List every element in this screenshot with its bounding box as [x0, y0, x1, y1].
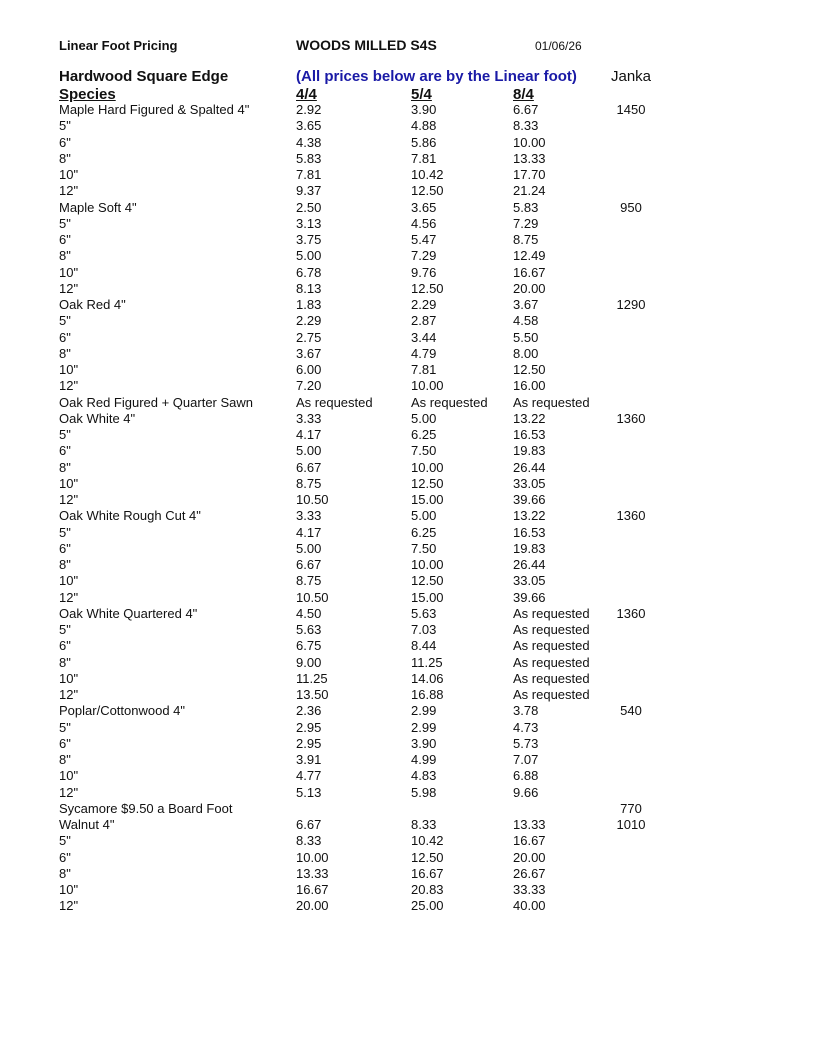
row-label: 6" — [59, 134, 71, 150]
table-row — [0, 508, 817, 524]
price-8-4: 7.29 — [513, 215, 539, 231]
price-8-4: 39.66 — [513, 589, 546, 605]
price-5-4: 5.00 — [411, 508, 437, 524]
price-4-4: 2.50 — [296, 199, 322, 215]
section-title: Hardwood Square Edge — [59, 68, 229, 85]
price-5-4: 15.00 — [411, 492, 444, 507]
price-8-4: As requested — [513, 622, 590, 637]
price-5-4: 8.44 — [411, 638, 437, 654]
table-row — [0, 817, 817, 833]
row-label: Poplar/Cottonwood 4" — [59, 703, 186, 719]
price-4-4: 5.63 — [296, 622, 322, 637]
table-row — [0, 850, 817, 866]
row-label: 6" — [59, 232, 71, 247]
price-4-4: 3.67 — [296, 345, 322, 361]
table-row — [0, 866, 817, 882]
table-row — [0, 330, 817, 346]
row-label: 6" — [59, 638, 71, 654]
price-8-4: 9.66 — [513, 784, 539, 800]
price-5-4: 14.06 — [411, 670, 444, 686]
price-4-4: 6.00 — [296, 362, 322, 377]
table-row — [0, 720, 817, 736]
price-8-4: 3.67 — [513, 297, 539, 312]
price-5-4: 4.99 — [411, 752, 437, 767]
row-label: 6" — [59, 443, 71, 459]
row-label: Maple Hard Figured & Spalted 4" — [59, 102, 250, 117]
janka-value: 770 — [620, 800, 642, 816]
row-label: 12" — [59, 589, 79, 605]
row-label: 8" — [59, 654, 71, 670]
price-5-4: 9.76 — [411, 264, 437, 280]
price-4-4: 11.25 — [296, 670, 328, 686]
price-4-4: 5.00 — [296, 540, 322, 556]
price-4-4: 4.50 — [296, 605, 322, 621]
row-label: 8" — [59, 557, 71, 572]
price-8-4: 5.83 — [513, 199, 539, 215]
price-4-4: 2.29 — [296, 313, 322, 329]
row-label: 5" — [59, 719, 71, 735]
thickness-5-4-header: 5/4 — [411, 86, 432, 103]
price-8-4: 7.07 — [513, 752, 539, 767]
table-row — [0, 313, 817, 329]
row-label: Oak White 4" — [59, 410, 136, 426]
price-4-4: 4.17 — [296, 427, 322, 442]
price-5-4: 20.83 — [411, 882, 444, 897]
price-5-4: 15.00 — [411, 589, 444, 605]
table-row — [0, 703, 817, 719]
janka-value: 1360 — [616, 605, 646, 621]
species-column-header: Species — [59, 86, 116, 103]
price-4-4: 4.17 — [296, 524, 322, 540]
table-row — [0, 801, 817, 817]
price-5-4: 2.99 — [411, 703, 437, 719]
row-label: 5" — [59, 427, 71, 442]
price-8-4: 12.49 — [513, 248, 546, 264]
table-row — [0, 655, 817, 671]
table-row — [0, 768, 817, 784]
price-4-4: 10.00 — [296, 849, 329, 865]
price-5-4: As requested — [411, 394, 488, 410]
row-label: 10" — [59, 882, 79, 897]
price-8-4: 8.75 — [513, 232, 539, 247]
price-4-4: 9.00 — [296, 654, 322, 670]
price-4-4: 2.95 — [296, 719, 322, 735]
price-5-4: 10.00 — [411, 459, 444, 475]
table-row — [0, 362, 817, 378]
price-4-4: 2.92 — [296, 102, 322, 117]
table-row — [0, 573, 817, 589]
table-row — [0, 752, 817, 768]
price-4-4: 6.67 — [296, 557, 322, 572]
price-5-4: 5.47 — [411, 232, 437, 247]
price-5-4: 2.99 — [411, 719, 437, 735]
table-row — [0, 492, 817, 508]
price-8-4: 20.00 — [513, 280, 546, 296]
price-4-4: 8.13 — [296, 280, 322, 296]
table-row — [0, 606, 817, 622]
table-row — [0, 281, 817, 297]
price-5-4: 7.81 — [411, 150, 437, 166]
price-4-4: 10.50 — [296, 492, 329, 507]
pricing-note: (All prices below are by the Linear foot) — [296, 68, 577, 85]
price-8-4: 6.67 — [513, 102, 539, 117]
row-label: 8" — [59, 150, 71, 166]
price-4-4: 8.33 — [296, 833, 322, 849]
row-label: 6" — [59, 849, 71, 865]
price-8-4: 21.24 — [513, 183, 546, 199]
row-label: 10" — [59, 768, 79, 784]
price-5-4: 8.33 — [411, 817, 437, 832]
price-8-4: 17.70 — [513, 167, 546, 182]
price-8-4: 26.44 — [513, 459, 546, 475]
price-5-4: 12.50 — [411, 849, 444, 865]
price-5-4: 7.29 — [411, 248, 437, 264]
price-5-4: 4.83 — [411, 768, 437, 784]
price-5-4: 10.00 — [411, 378, 444, 394]
price-4-4: 10.50 — [296, 589, 329, 605]
row-label: 12" — [59, 687, 79, 702]
price-5-4: 7.03 — [411, 622, 437, 637]
table-row — [0, 200, 817, 216]
row-label: 6" — [59, 540, 71, 556]
price-5-4: 7.81 — [411, 362, 437, 377]
price-4-4: 8.75 — [296, 573, 322, 589]
price-table — [0, 102, 817, 915]
price-8-4: 39.66 — [513, 492, 546, 507]
table-row — [0, 183, 817, 199]
price-8-4: 16.00 — [513, 378, 546, 394]
price-4-4: 3.13 — [296, 215, 322, 231]
janka-header: Janka — [611, 68, 652, 85]
table-row — [0, 622, 817, 638]
price-5-4: 12.50 — [411, 475, 444, 491]
janka-value: 1450 — [616, 102, 646, 117]
price-4-4: 7.81 — [296, 167, 322, 182]
table-row — [0, 687, 817, 703]
row-label: Oak Red 4" — [59, 297, 126, 312]
row-label: 10" — [59, 167, 79, 182]
table-row — [0, 297, 817, 313]
price-4-4: 4.38 — [296, 134, 322, 150]
price-8-4: 19.83 — [513, 540, 546, 556]
price-5-4: 10.42 — [411, 833, 444, 849]
price-8-4: 8.00 — [513, 345, 539, 361]
row-label: 12" — [59, 183, 79, 199]
table-row — [0, 378, 817, 394]
thickness-4-4-header: 4/4 — [296, 86, 317, 103]
price-5-4: 5.00 — [411, 410, 437, 426]
price-4-4: 2.75 — [296, 329, 322, 345]
table-row — [0, 346, 817, 362]
price-8-4: 10.00 — [513, 134, 546, 150]
price-8-4: 5.73 — [513, 735, 539, 751]
price-8-4: 33.05 — [513, 573, 546, 589]
price-5-4: 5.63 — [411, 605, 437, 621]
price-8-4: As requested — [513, 687, 590, 702]
row-label: 6" — [59, 329, 71, 345]
price-8-4: 40.00 — [513, 898, 546, 914]
row-label: 5" — [59, 118, 71, 134]
price-4-4: 6.67 — [296, 817, 322, 832]
price-4-4: 5.00 — [296, 443, 322, 459]
price-8-4: 33.33 — [513, 882, 546, 897]
price-4-4: 16.67 — [296, 882, 329, 897]
price-8-4: 16.67 — [513, 264, 546, 280]
price-4-4: 6.67 — [296, 459, 322, 475]
table-row — [0, 882, 817, 898]
row-label: 8" — [59, 752, 71, 767]
row-label: 8" — [59, 248, 71, 264]
price-4-4: 20.00 — [296, 898, 329, 914]
table-row — [0, 443, 817, 459]
row-label: 8" — [59, 459, 71, 475]
price-8-4: 12.50 — [513, 362, 546, 377]
price-4-4: 4.77 — [296, 768, 322, 784]
table-row — [0, 427, 817, 443]
table-row — [0, 833, 817, 849]
table-row — [0, 460, 817, 476]
row-label: 5" — [59, 622, 71, 637]
price-4-4: 3.33 — [296, 508, 322, 524]
price-5-4: 3.90 — [411, 102, 437, 117]
row-label: 10" — [59, 475, 79, 491]
table-row — [0, 671, 817, 687]
price-8-4: 8.33 — [513, 118, 539, 134]
table-row — [0, 167, 817, 183]
price-4-4: 7.20 — [296, 378, 322, 394]
table-row — [0, 118, 817, 134]
price-5-4: 4.79 — [411, 345, 437, 361]
price-5-4: 10.00 — [411, 557, 444, 572]
row-label: 10" — [59, 670, 79, 686]
row-label: 12" — [59, 898, 79, 914]
row-label: 12" — [59, 378, 79, 394]
row-label: 5" — [59, 833, 71, 849]
table-row — [0, 590, 817, 606]
row-label: 5" — [59, 524, 71, 540]
price-5-4: 5.86 — [411, 134, 437, 150]
price-4-4: 2.95 — [296, 735, 322, 751]
document-label: Linear Foot Pricing — [59, 38, 178, 53]
price-4-4: 6.78 — [296, 264, 322, 280]
price-5-4: 12.50 — [411, 280, 444, 296]
price-8-4: 26.44 — [513, 557, 546, 572]
row-label: 10" — [59, 573, 79, 589]
row-label: Oak Red Figured + Quarter Sawn — [59, 394, 254, 410]
table-row — [0, 411, 817, 427]
price-8-4: 13.22 — [513, 410, 546, 426]
row-label: 10" — [59, 362, 79, 377]
row-label: 12" — [59, 280, 79, 296]
price-5-4: 16.67 — [411, 865, 444, 881]
row-label: 12" — [59, 784, 79, 800]
price-8-4: 26.67 — [513, 865, 546, 881]
price-8-4: As requested — [513, 638, 590, 654]
document-date: 01/06/26 — [535, 39, 582, 53]
price-5-4: 12.50 — [411, 183, 444, 199]
row-label: Oak White Quartered 4" — [59, 605, 198, 621]
price-5-4: 11.25 — [411, 654, 443, 670]
janka-value: 950 — [620, 199, 642, 215]
row-label: 8" — [59, 345, 71, 361]
janka-value: 1290 — [616, 297, 646, 312]
price-8-4: 13.33 — [513, 150, 546, 166]
price-5-4: 7.50 — [411, 540, 437, 556]
table-row — [0, 898, 817, 914]
document-title: WOODS MILLED S4S — [296, 37, 437, 53]
table-row — [0, 785, 817, 801]
price-4-4: 6.75 — [296, 638, 322, 654]
price-5-4: 16.88 — [411, 687, 444, 702]
row-label: 5" — [59, 313, 71, 329]
price-4-4: 5.83 — [296, 150, 322, 166]
price-8-4: 13.22 — [513, 508, 546, 524]
row-label: Sycamore $9.50 a Board Foot — [59, 800, 233, 816]
row-label: Oak White Rough Cut 4" — [59, 508, 201, 524]
price-8-4: 4.58 — [513, 313, 539, 329]
row-label: 5" — [59, 215, 71, 231]
price-8-4: 6.88 — [513, 768, 539, 784]
table-row — [0, 102, 817, 118]
price-5-4: 4.56 — [411, 215, 437, 231]
price-5-4: 3.90 — [411, 735, 437, 751]
price-4-4: 13.33 — [296, 865, 329, 881]
table-row — [0, 525, 817, 541]
price-5-4: 25.00 — [411, 898, 444, 914]
price-4-4: 5.13 — [296, 784, 322, 800]
price-5-4: 6.25 — [411, 524, 437, 540]
price-5-4: 2.29 — [411, 297, 437, 312]
price-4-4: 3.65 — [296, 118, 322, 134]
price-8-4: 3.78 — [513, 703, 539, 719]
janka-value: 540 — [620, 703, 642, 719]
price-8-4: 5.50 — [513, 329, 539, 345]
price-5-4: 10.42 — [411, 167, 444, 182]
price-8-4: 20.00 — [513, 849, 546, 865]
table-row — [0, 638, 817, 654]
price-5-4: 2.87 — [411, 313, 437, 329]
price-5-4: 4.88 — [411, 118, 437, 134]
price-4-4: 13.50 — [296, 687, 329, 702]
price-4-4: 2.36 — [296, 703, 322, 719]
price-8-4: As requested — [513, 670, 590, 686]
price-8-4: 16.53 — [513, 427, 546, 442]
price-5-4: 12.50 — [411, 573, 444, 589]
price-4-4: 3.91 — [296, 752, 322, 767]
table-row — [0, 736, 817, 752]
price-4-4: 8.75 — [296, 475, 322, 491]
price-8-4: 16.67 — [513, 833, 546, 849]
row-label: 8" — [59, 865, 71, 881]
price-8-4: 19.83 — [513, 443, 546, 459]
table-row — [0, 248, 817, 264]
price-5-4: 3.65 — [411, 199, 437, 215]
table-row — [0, 135, 817, 151]
price-4-4: 5.00 — [296, 248, 322, 264]
janka-value: 1360 — [616, 508, 646, 524]
table-row — [0, 476, 817, 492]
janka-value: 1360 — [616, 410, 646, 426]
thickness-8-4-header: 8/4 — [513, 86, 534, 103]
price-4-4: 3.75 — [296, 232, 322, 247]
row-label: 10" — [59, 264, 79, 280]
price-8-4: 33.05 — [513, 475, 546, 491]
table-row — [0, 151, 817, 167]
price-8-4: 4.73 — [513, 719, 539, 735]
table-row — [0, 216, 817, 232]
price-8-4: As requested — [513, 605, 590, 621]
table-row — [0, 541, 817, 557]
price-4-4: 3.33 — [296, 410, 322, 426]
price-8-4: As requested — [513, 394, 590, 410]
price-5-4: 5.98 — [411, 784, 437, 800]
table-row — [0, 265, 817, 281]
price-8-4: As requested — [513, 654, 590, 670]
table-row — [0, 557, 817, 573]
price-8-4: 16.53 — [513, 524, 546, 540]
row-label: 12" — [59, 492, 79, 507]
table-row — [0, 395, 817, 411]
row-label: Walnut 4" — [59, 817, 115, 832]
price-5-4: 3.44 — [411, 329, 437, 345]
price-5-4: 7.50 — [411, 443, 437, 459]
table-row — [0, 232, 817, 248]
row-label: 6" — [59, 735, 71, 751]
price-8-4: 13.33 — [513, 817, 546, 832]
price-4-4: 1.83 — [296, 297, 322, 312]
janka-value: 1010 — [616, 817, 646, 832]
price-4-4: 9.37 — [296, 183, 322, 199]
row-label: Maple Soft 4" — [59, 199, 137, 215]
price-4-4: As requested — [296, 394, 373, 410]
price-5-4: 6.25 — [411, 427, 437, 442]
